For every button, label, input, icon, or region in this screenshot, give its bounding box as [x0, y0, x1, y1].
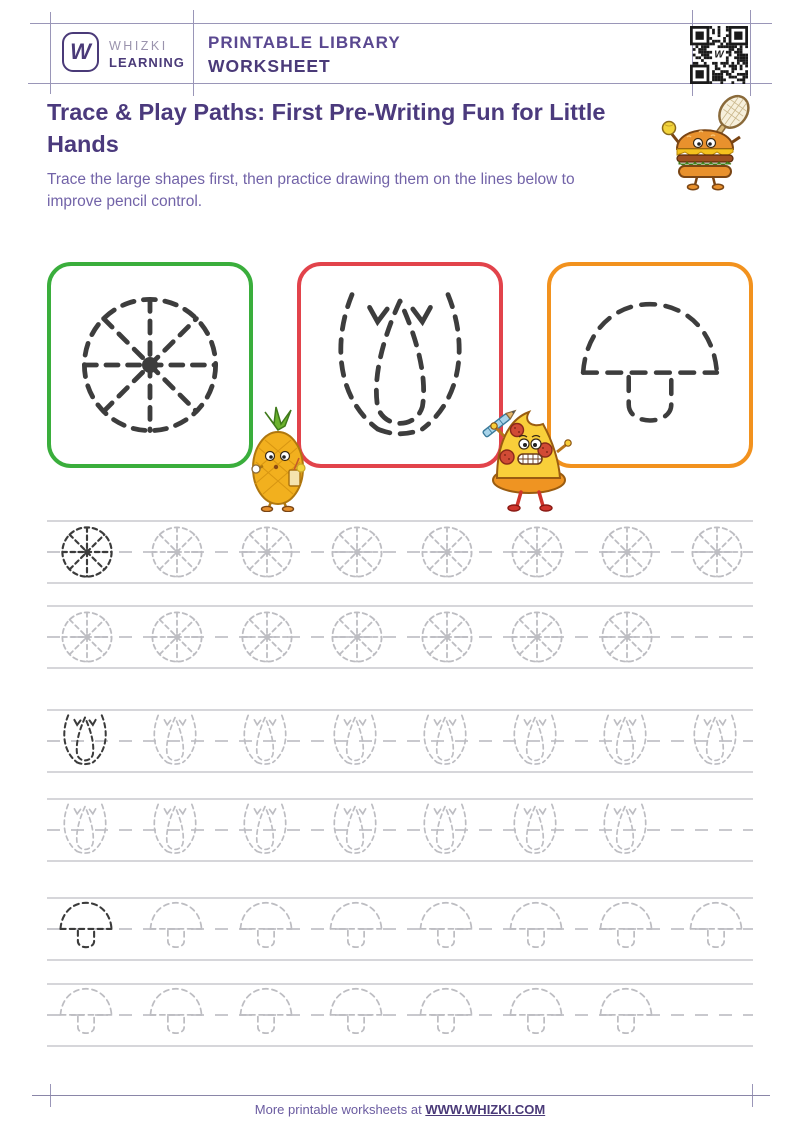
shape-box-wheel	[47, 262, 253, 468]
brand-name-top: WHIZKI	[109, 39, 168, 53]
footer-link[interactable]: WWW.WHIZKI.COM	[425, 1102, 546, 1117]
brand-name	[109, 39, 185, 71]
brand-logo-letter: W	[70, 39, 91, 64]
instructions-text: Trace the large shapes first, then practice drawing them on the lines below to improve pencil control.	[47, 171, 575, 211]
crop-mark	[750, 10, 751, 96]
library-label: PRINTABLE LIBRARY	[208, 33, 401, 52]
crop-mark	[28, 83, 772, 84]
practice-row-mushroom-1	[47, 896, 753, 962]
practice-row-wheel-1	[47, 519, 753, 585]
footer-prefix: More printable worksheets at	[254, 1102, 426, 1117]
crop-mark	[30, 23, 772, 24]
qr-center-letter: W	[714, 49, 724, 61]
header-title	[208, 32, 401, 79]
footer-text	[0, 1102, 800, 1117]
practice-row-tulip-1	[47, 708, 753, 774]
practice-row-mushroom-2	[47, 982, 753, 1048]
brand-name-bottom: LEARNING	[109, 54, 185, 70]
footer-divider	[32, 1095, 770, 1096]
wheel-trace-shape	[70, 285, 230, 445]
crop-mark	[193, 10, 194, 96]
crop-mark	[50, 12, 51, 94]
pizza-pencil-mascot-icon	[477, 402, 577, 514]
tulip-trace-shape	[320, 285, 480, 445]
qr-code	[690, 26, 748, 84]
shape-box-tulip	[297, 262, 503, 468]
pineapple-drink-mascot-icon	[243, 406, 313, 512]
practice-row-wheel-2	[47, 604, 753, 670]
practice-row-tulip-2	[47, 797, 753, 863]
doc-type-label: WORKSHEET	[208, 55, 331, 76]
page-title: Trace & Play Paths: First Pre-Writing Fun for Little Hands	[47, 99, 606, 158]
shape-box-mushroom	[547, 262, 753, 468]
mushroom-trace-shape	[570, 289, 730, 441]
brand-logo	[62, 32, 99, 72]
burger-tennis-mascot-icon	[648, 90, 766, 192]
